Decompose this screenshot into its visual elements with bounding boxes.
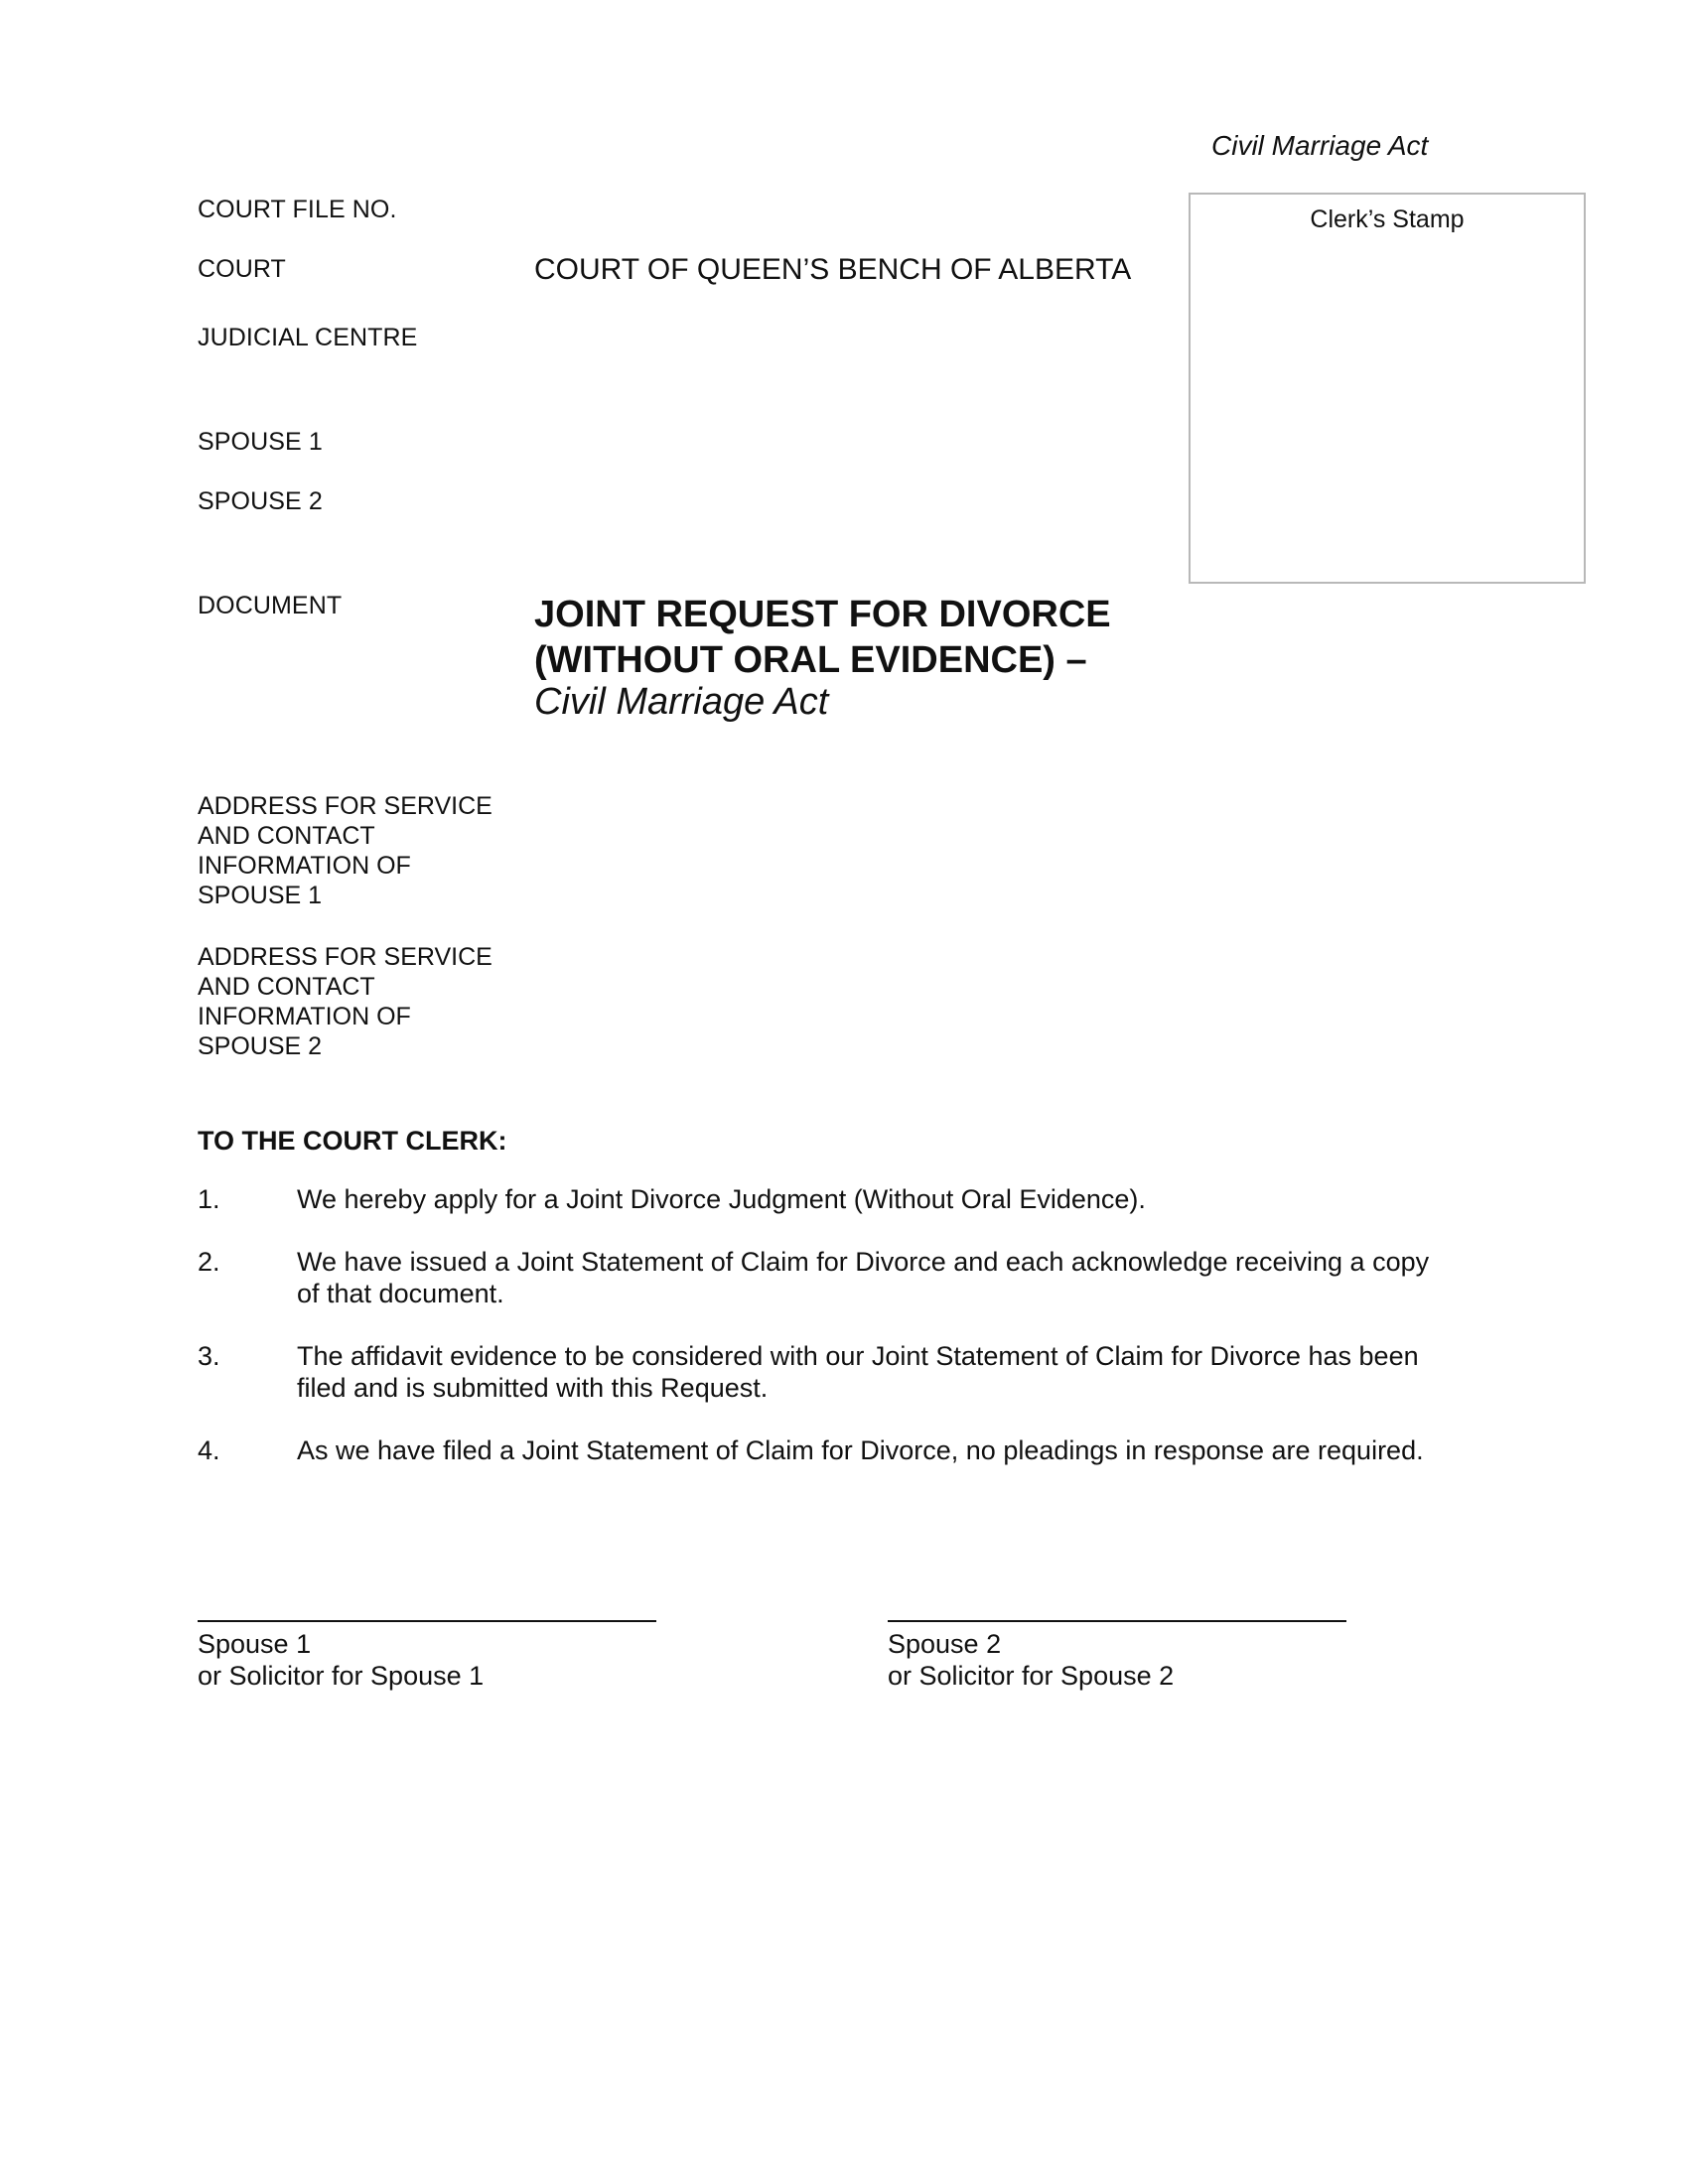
signature-spouse1-line1: Spouse 1	[198, 1629, 312, 1659]
address-spouse2-line1: ADDRESS FOR SERVICE	[198, 943, 492, 971]
list-item-text	[297, 1183, 1667, 1215]
document-title-line2: (WITHOUT ORAL EVIDENCE) –	[534, 639, 1087, 681]
signature-block-spouse2	[888, 1628, 1174, 1692]
clerks-stamp-box	[1189, 193, 1586, 584]
spouse2-label: SPOUSE 2	[198, 487, 323, 515]
list-item-line: We hereby apply for a Joint Divorce Judgment (Without Oral Evidence).	[297, 1184, 1146, 1214]
address-spouse2	[198, 942, 525, 1061]
document-subtitle: Civil Marriage Act	[534, 681, 829, 723]
court-label: COURT	[198, 255, 286, 283]
court-name: COURT OF QUEEN’S BENCH OF ALBERTA	[534, 253, 1132, 286]
list-item-text	[297, 1340, 1667, 1404]
address-spouse1	[198, 791, 525, 910]
signature-spouse2-line1: Spouse 2	[888, 1629, 1002, 1659]
list-item-line: As we have filed a Joint Statement of Claim for Divorce, no pleadings in response are required.	[297, 1435, 1424, 1465]
list-item-line: We have issued a Joint Statement of Claim for Divorce and each acknowledge receiving a copy	[297, 1247, 1430, 1277]
list-item-line: filed and is submitted with this Request.	[297, 1373, 769, 1403]
document-title	[534, 592, 1111, 683]
signature-line-spouse2[interactable]	[888, 1620, 1346, 1622]
address-spouse1-line4: SPOUSE 1	[198, 882, 323, 909]
address-spouse2-line3: INFORMATION OF	[198, 1003, 411, 1030]
address-spouse1-line3: INFORMATION OF	[198, 852, 411, 880]
signature-spouse2-line2: or Solicitor for Spouse 2	[888, 1661, 1175, 1691]
clerks-stamp-label: Clerk’s Stamp	[1310, 205, 1465, 233]
list-item-number: 3.	[198, 1341, 220, 1371]
court-file-no-label: COURT FILE NO.	[198, 196, 397, 223]
list-item-text	[297, 1246, 1667, 1309]
document-title-line1: JOINT REQUEST FOR DIVORCE	[534, 594, 1111, 635]
signature-spouse1-line2: or Solicitor for Spouse 1	[198, 1661, 485, 1691]
list-item-line: of that document.	[297, 1279, 504, 1308]
list-item-number: 1.	[198, 1184, 220, 1214]
list-item-text	[297, 1434, 1667, 1466]
document-label: DOCUMENT	[198, 592, 343, 619]
list-item-number: 4.	[198, 1435, 220, 1465]
judicial-centre-label: JUDICIAL CENTRE	[198, 324, 418, 351]
act-header-note: Civil Marriage Act	[1211, 130, 1429, 161]
list-item-line: The affidavit evidence to be considered with our Joint Statement of Claim for Divorce has been	[297, 1341, 1419, 1371]
to-court-clerk-heading: TO THE COURT CLERK:	[198, 1126, 507, 1156]
address-spouse2-line4: SPOUSE 2	[198, 1032, 323, 1060]
address-spouse1-line2: AND CONTACT	[198, 822, 375, 850]
signature-block-spouse1	[198, 1628, 484, 1692]
spouse1-label: SPOUSE 1	[198, 428, 323, 456]
signature-line-spouse1[interactable]	[198, 1620, 656, 1622]
address-spouse1-line1: ADDRESS FOR SERVICE	[198, 792, 492, 820]
list-item-number: 2.	[198, 1247, 220, 1277]
address-spouse2-line2: AND CONTACT	[198, 973, 375, 1001]
